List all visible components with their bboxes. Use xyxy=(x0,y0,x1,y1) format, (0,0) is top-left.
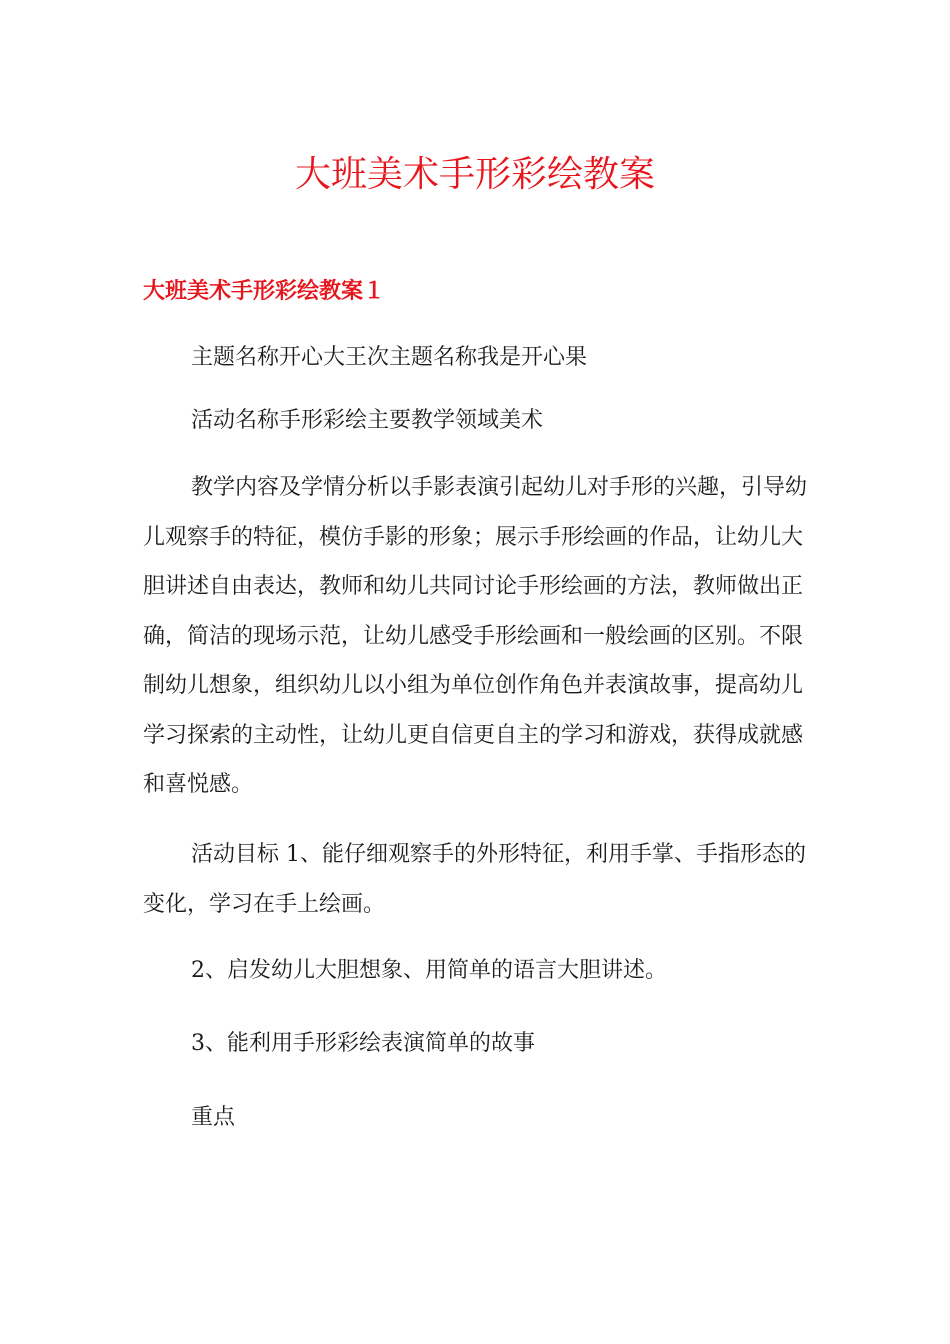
paragraph-theme: 主题名称开心大王次主题名称我是开心果 xyxy=(191,345,588,370)
paragraph-goal-2: 2、启发幼儿大胆想象、用简单的语言大胆讲述。 xyxy=(191,958,667,983)
document-title: 大班美术手形彩绘教案 xyxy=(294,154,655,195)
section-heading: 大班美术手形彩绘教案１ xyxy=(143,279,386,304)
paragraph-activity-name: 活动名称手形彩绘主要教学领域美术 xyxy=(191,408,544,433)
paragraph-goal-1: 活动目标 1、能仔细观察手的外形特征，利用手掌、手指形态的变化，学习在手上绘画。 xyxy=(143,842,806,917)
paragraph-key-points: 重点 xyxy=(191,1105,236,1130)
paragraph-content-analysis: 教学内容及学情分析以手影表演引起幼儿对手形的兴趣，引导幼儿观察手的特征，模仿手影的形象；展示手形绘画的作品，让幼儿大胆讲述自由表达，教师和幼儿共同讨论手形绘画的方法，教师做出正确，简洁的现场示范，让幼儿感受手形绘画和一般绘画的区别。不限制幼儿想象，组织幼儿以小组为单位创作角色并表演故事，提高幼儿学习探索的主动性，让幼儿更自信更自主的学习和游戏，获得成就感和喜悦感。 xyxy=(143,475,808,797)
paragraph-goal-3: 3、能利用手形彩绘表演简单的故事 xyxy=(191,1031,535,1056)
